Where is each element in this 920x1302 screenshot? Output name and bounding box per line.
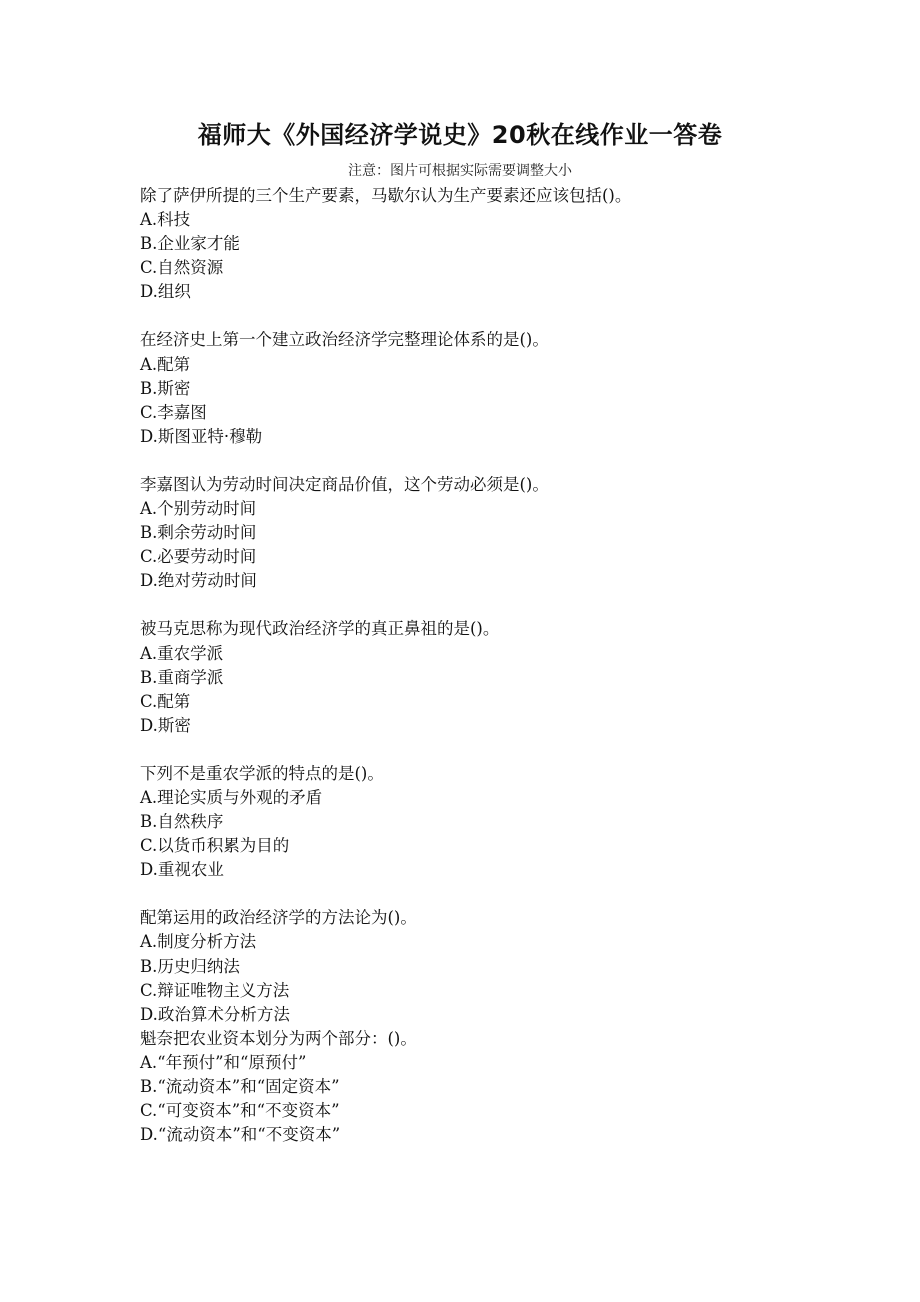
question-4 [140, 617, 840, 737]
option-a: A.科技 [140, 210, 191, 230]
option-a: A.个别劳动时间 [140, 499, 257, 519]
option-d: D.组织 [140, 282, 191, 302]
option-d: D.重视农业 [140, 860, 224, 880]
option-c: C.配第 [140, 691, 191, 711]
option-b: B.重商学派 [140, 667, 224, 687]
question-stem: 被马克思称为现代政治经济学的真正鼻祖的是()。 [140, 619, 500, 639]
question-6 [140, 906, 840, 1026]
option-b: B.自然秩序 [140, 812, 224, 832]
option-a: A.配第 [140, 354, 191, 374]
option-c: C.必要劳动时间 [140, 547, 257, 567]
image-note: 注意：图片可根据实际需要调整大小 [348, 163, 572, 179]
question-stem: 除了萨伊所提的三个生产要素，马歇尔认为生产要素还应该包括()。 [140, 186, 632, 205]
page-title: 福师大《外国经济学说史》20秋在线作业一答卷 [197, 121, 723, 149]
option-a: A.重农学派 [140, 643, 224, 663]
option-c: C.“可变资本”和“不变资本” [140, 1101, 340, 1121]
option-c: C.自然资源 [140, 258, 224, 278]
option-a: A.“年预付”和“原预付” [140, 1052, 307, 1072]
question-stem: 魁奈把农业资本划分为两个部分：()。 [140, 1028, 417, 1048]
option-b: B.剩余劳动时间 [140, 523, 257, 543]
option-b: B.“流动资本”和“固定资本” [140, 1077, 340, 1096]
option-a: A.制度分析方法 [140, 932, 257, 952]
option-b: B.历史归纳法 [140, 956, 240, 976]
option-c: C.以货币积累为目的 [140, 836, 290, 856]
option-d: D.政治算术分析方法 [140, 1004, 290, 1024]
option-d: D.斯密 [140, 715, 191, 735]
option-c: C.辩证唯物主义方法 [140, 980, 290, 1000]
option-d: D.“流动资本”和“不变资本” [140, 1125, 341, 1145]
option-b: B.斯密 [140, 378, 191, 398]
option-d: D.斯图亚特·穆勒 [140, 426, 263, 446]
question-stem: 在经济史上第一个建立政治经济学完整理论体系的是()。 [140, 330, 549, 350]
question-stem: 配第运用的政治经济学的方法论为()。 [140, 908, 417, 928]
option-d: D.绝对劳动时间 [140, 571, 257, 591]
question-list [140, 184, 840, 1147]
option-a: A.理论实质与外观的矛盾 [140, 787, 323, 807]
question-stem: 李嘉图认为劳动时间决定商品价值，这个劳动必须是()。 [140, 474, 549, 494]
question-5 [140, 762, 840, 882]
question-3 [140, 473, 840, 593]
option-c: C.李嘉图 [140, 402, 207, 422]
question-2 [140, 328, 840, 448]
option-b: B.企业家才能 [140, 234, 240, 254]
question-1 [140, 184, 840, 304]
question-7 [140, 1027, 840, 1147]
question-stem: 下列不是重农学派的特点的是()。 [140, 763, 384, 783]
